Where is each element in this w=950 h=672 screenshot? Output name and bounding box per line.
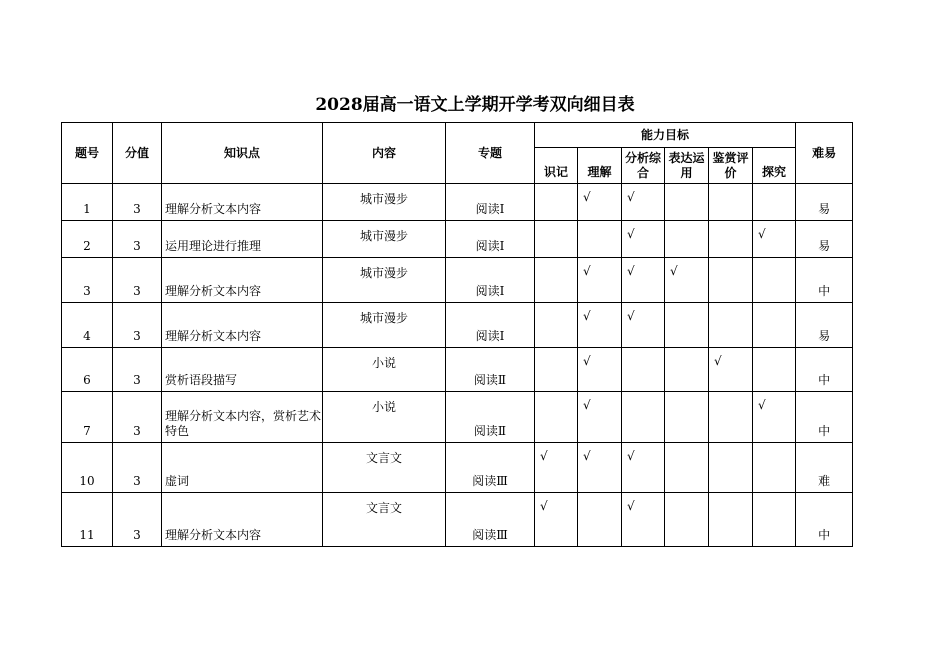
table-row — [62, 392, 853, 443]
row-ability-mark — [622, 392, 665, 443]
spec-table — [61, 122, 853, 547]
row-number: 2 — [62, 221, 113, 258]
row-number: 3 — [62, 258, 113, 303]
row-ability-mark: √ — [709, 348, 753, 392]
table-row — [62, 493, 853, 547]
row-ability-mark: √ — [753, 392, 796, 443]
row-ability-mark — [535, 221, 578, 258]
row-content: 城市漫步 — [323, 258, 446, 303]
row-number: 11 — [62, 493, 113, 547]
row-content: 小说 — [323, 348, 446, 392]
row-ability-mark: √ — [578, 392, 622, 443]
row-topic: 阅读Ⅱ — [446, 348, 535, 392]
row-ability-mark — [535, 258, 578, 303]
row-difficulty: 易 — [796, 221, 853, 258]
row-ability-mark: √ — [535, 493, 578, 547]
row-ability-mark: √ — [578, 348, 622, 392]
row-ability-mark — [665, 392, 709, 443]
row-ability-mark: √ — [578, 443, 622, 493]
header-topic: 专题 — [446, 123, 535, 184]
row-ability-mark: √ — [578, 184, 622, 221]
row-ability-mark — [665, 348, 709, 392]
row-ability-mark — [753, 348, 796, 392]
header-ability-recall: 识记 — [535, 148, 578, 184]
row-ability-mark: √ — [622, 443, 665, 493]
row-ability-mark — [622, 348, 665, 392]
row-score: 3 — [113, 493, 162, 547]
row-difficulty: 中 — [796, 493, 853, 547]
table-row — [62, 258, 853, 303]
row-ability-mark: √ — [622, 258, 665, 303]
row-ability-mark — [535, 348, 578, 392]
row-difficulty: 易 — [796, 303, 853, 348]
header-ability-explore: 探究 — [753, 148, 796, 184]
row-knowledge: 理解分析文本内容 — [162, 303, 323, 348]
row-number: 1 — [62, 184, 113, 221]
row-topic: 阅读Ⅰ — [446, 184, 535, 221]
header-ability-understand: 理解 — [578, 148, 622, 184]
row-content: 文言文 — [323, 493, 446, 547]
row-ability-mark: √ — [622, 493, 665, 547]
row-content: 小说 — [323, 392, 446, 443]
row-score: 3 — [113, 348, 162, 392]
header-difficulty: 难易 — [796, 123, 853, 184]
row-topic: 阅读Ⅰ — [446, 303, 535, 348]
row-ability-mark — [709, 493, 753, 547]
table-row — [62, 348, 853, 392]
row-topic: 阅读Ⅰ — [446, 221, 535, 258]
row-ability-mark: √ — [535, 443, 578, 493]
row-knowledge: 理解分析文本内容，赏析艺术特色 — [162, 392, 323, 443]
row-ability-mark — [665, 303, 709, 348]
row-content: 文言文 — [323, 443, 446, 493]
row-ability-mark: √ — [622, 184, 665, 221]
row-score: 3 — [113, 184, 162, 221]
row-ability-mark — [535, 184, 578, 221]
header-ability-express: 表达运用 — [665, 148, 709, 184]
row-topic: 阅读Ⅲ — [446, 443, 535, 493]
row-ability-mark — [753, 184, 796, 221]
row-ability-mark — [578, 493, 622, 547]
table-row — [62, 221, 853, 258]
row-ability-mark — [753, 493, 796, 547]
header-ability-appreciate: 鉴赏评价 — [709, 148, 753, 184]
row-number: 6 — [62, 348, 113, 392]
row-topic: 阅读Ⅲ — [446, 493, 535, 547]
row-difficulty: 中 — [796, 348, 853, 392]
row-knowledge: 理解分析文本内容 — [162, 258, 323, 303]
row-content: 城市漫步 — [323, 184, 446, 221]
row-ability-mark — [709, 258, 753, 303]
row-ability-mark: √ — [622, 303, 665, 348]
row-ability-mark — [753, 303, 796, 348]
table-body — [62, 184, 853, 547]
row-ability-mark — [753, 443, 796, 493]
row-ability-mark — [665, 493, 709, 547]
table-row — [62, 303, 853, 348]
row-difficulty: 中 — [796, 258, 853, 303]
row-score: 3 — [113, 392, 162, 443]
row-ability-mark: √ — [622, 221, 665, 258]
row-ability-mark — [709, 392, 753, 443]
header-number: 题号 — [62, 123, 113, 184]
row-ability-mark: √ — [753, 221, 796, 258]
row-score: 3 — [113, 221, 162, 258]
row-knowledge: 运用理论进行推理 — [162, 221, 323, 258]
table-row — [62, 443, 853, 493]
header-score: 分值 — [113, 123, 162, 184]
row-difficulty: 难 — [796, 443, 853, 493]
row-topic: 阅读Ⅱ — [446, 392, 535, 443]
row-ability-mark — [535, 303, 578, 348]
header-knowledge: 知识点 — [162, 123, 323, 184]
row-ability-mark — [665, 443, 709, 493]
row-knowledge: 虚词 — [162, 443, 323, 493]
row-ability-mark — [709, 303, 753, 348]
row-ability-mark — [535, 392, 578, 443]
row-knowledge: 理解分析文本内容 — [162, 184, 323, 221]
row-knowledge: 赏析语段描写 — [162, 348, 323, 392]
header-ability-analyze: 分析综合 — [622, 148, 665, 184]
row-knowledge: 理解分析文本内容 — [162, 493, 323, 547]
row-ability-mark — [709, 221, 753, 258]
row-score: 3 — [113, 303, 162, 348]
table-row — [62, 184, 853, 221]
row-content: 城市漫步 — [323, 221, 446, 258]
row-ability-mark — [709, 184, 753, 221]
row-ability-mark: √ — [665, 258, 709, 303]
row-score: 3 — [113, 443, 162, 493]
row-ability-mark — [578, 221, 622, 258]
row-number: 4 — [62, 303, 113, 348]
row-topic: 阅读Ⅰ — [446, 258, 535, 303]
header-ability: 能力目标 — [535, 123, 796, 148]
row-ability-mark — [665, 221, 709, 258]
row-ability-mark: √ — [578, 303, 622, 348]
row-number: 10 — [62, 443, 113, 493]
row-ability-mark — [665, 184, 709, 221]
row-ability-mark: √ — [578, 258, 622, 303]
row-ability-mark — [753, 258, 796, 303]
row-number: 7 — [62, 392, 113, 443]
row-difficulty: 易 — [796, 184, 853, 221]
row-content: 城市漫步 — [323, 303, 446, 348]
row-score: 3 — [113, 258, 162, 303]
header-content: 内容 — [323, 123, 446, 184]
page-title: 2028届高一语文上学期开学考双向细目表 — [315, 95, 635, 115]
row-difficulty: 中 — [796, 392, 853, 443]
row-ability-mark — [709, 443, 753, 493]
